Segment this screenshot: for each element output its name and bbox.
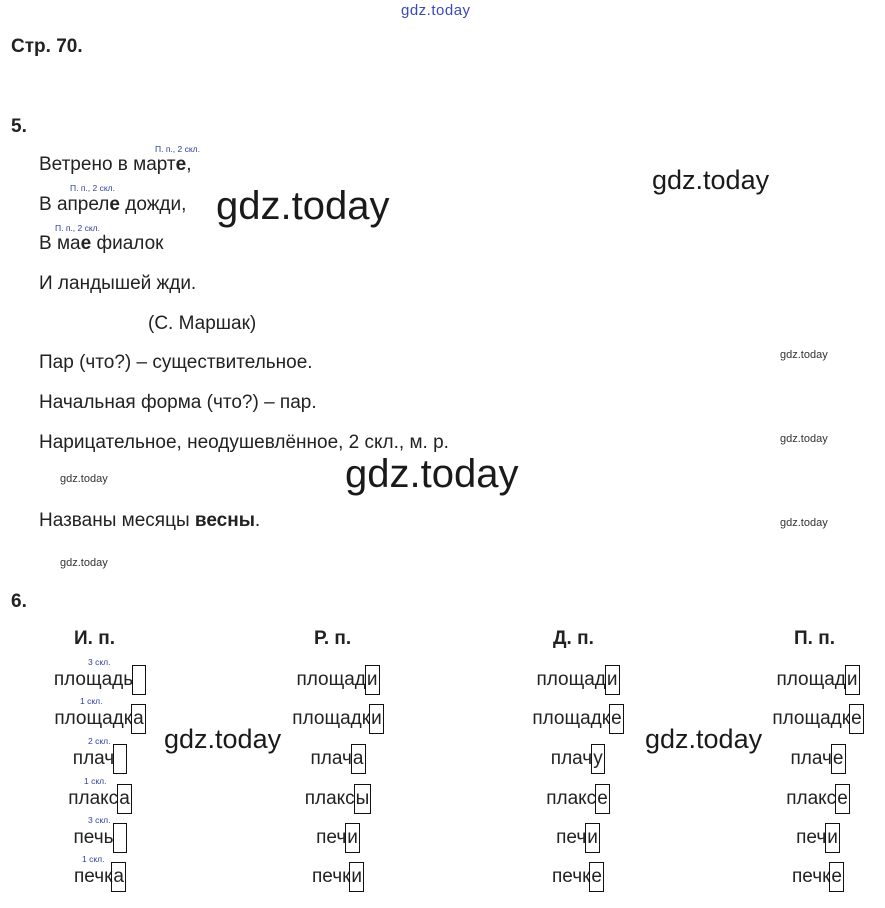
page-title: Стр. 70. — [11, 36, 83, 57]
word-stem: площадк — [772, 708, 851, 729]
declension-note: 3 скл. — [88, 657, 111, 667]
word-form — [73, 822, 126, 854]
word-form — [546, 783, 610, 815]
word-ending-box: у — [591, 744, 605, 774]
word-stem: печ — [316, 827, 347, 848]
word-ending-box: а — [131, 704, 146, 734]
word-form — [556, 822, 600, 854]
poem-line: В апреле дожди, — [39, 194, 187, 215]
word-form — [551, 743, 605, 775]
word-stem: печк — [791, 866, 831, 887]
poem-line: Ветрено в марте, — [39, 154, 192, 175]
analysis-line: Пар (что?) – существительное. — [39, 352, 313, 373]
word-stem: плакс — [786, 788, 837, 809]
word-stem: печк — [73, 866, 113, 887]
word-form — [54, 703, 145, 735]
word-form — [796, 822, 840, 854]
word-stem: площад — [536, 669, 606, 690]
column-header: П. п. — [794, 628, 835, 649]
word-stem: печ — [796, 827, 827, 848]
word-form — [73, 743, 127, 775]
exercise-number: 6. — [11, 591, 27, 612]
word-stem: площадь — [53, 669, 134, 690]
watermark-large: gdz.today — [345, 452, 519, 496]
declension-note: 1 скл. — [82, 854, 105, 864]
exercise-number: 5. — [11, 116, 27, 137]
word-ending-box — [113, 823, 127, 853]
word-form — [786, 783, 850, 815]
word-ending-box: и — [345, 823, 360, 853]
poem-author: (С. Маршак) — [148, 313, 257, 334]
word-form — [790, 743, 845, 775]
word-form — [312, 861, 364, 893]
word-ending-box: е — [589, 862, 604, 892]
word-ending-box: и — [585, 823, 600, 853]
word-stem: площадк — [292, 708, 371, 729]
word-form — [74, 861, 126, 893]
watermark-top: gdz.today — [401, 2, 471, 19]
watermark-small: gdz.today — [60, 473, 108, 485]
case-note: П. п., 2 скл. — [70, 183, 115, 193]
word-stem: плач — [72, 748, 115, 769]
word-stem: плакс — [304, 788, 355, 809]
word-ending-box: е — [595, 784, 610, 814]
word-ending-box: ы — [354, 784, 372, 814]
word-ending-box: а — [117, 784, 132, 814]
word-stem: печь — [73, 827, 114, 848]
word-form — [316, 822, 360, 854]
word-ending-box — [113, 744, 127, 774]
word-form — [536, 664, 619, 696]
word-stem: плакс — [546, 788, 597, 809]
conclusion: Названы месяцы весны. — [39, 510, 261, 531]
word-form — [772, 703, 863, 735]
analysis-line: Начальная форма (что?) – пар. — [39, 392, 317, 413]
word-ending-box: е — [831, 744, 846, 774]
watermark-medium: gdz.today — [652, 165, 770, 195]
analysis-line: Нарицательное, неодушевлённое, 2 скл., м. р. — [39, 432, 449, 453]
word-form — [310, 743, 365, 775]
word-ending-box: е — [849, 704, 864, 734]
word-ending-box: и — [365, 665, 380, 695]
column-header: Р. п. — [314, 628, 352, 649]
declension-note: 3 скл. — [88, 815, 111, 825]
word-stem: площад — [776, 669, 846, 690]
word-ending-box: е — [829, 862, 844, 892]
watermark-medium: gdz.today — [645, 724, 763, 754]
word-ending-box: а — [111, 862, 126, 892]
word-stem: плакс — [68, 788, 119, 809]
word-stem: плач — [310, 748, 352, 769]
word-stem: печк — [311, 866, 351, 887]
watermark-small: gdz.today — [780, 349, 828, 361]
word-form — [792, 861, 844, 893]
word-form — [552, 861, 604, 893]
word-form — [532, 703, 623, 735]
word-ending-box: и — [825, 823, 840, 853]
word-ending-box: е — [835, 784, 850, 814]
case-note: П. п., 2 скл. — [55, 223, 100, 233]
case-note: П. п., 2 скл. — [155, 144, 200, 154]
word-stem: площадк — [532, 708, 611, 729]
watermark-medium: gdz.today — [164, 724, 282, 754]
watermark-large: gdz.today — [216, 184, 390, 228]
declension-note: 1 скл. — [80, 696, 103, 706]
poem-line: И ландышей жди. — [39, 273, 197, 294]
word-stem: площадк — [54, 708, 133, 729]
word-ending-box: и — [369, 704, 384, 734]
word-stem: плач — [790, 748, 832, 769]
word-ending-box: и — [845, 665, 860, 695]
watermark-small: gdz.today — [780, 517, 828, 529]
column-header: И. п. — [74, 628, 115, 649]
word-stem: печк — [551, 866, 591, 887]
word-form — [296, 664, 379, 696]
word-form — [292, 703, 383, 735]
word-form — [54, 664, 146, 696]
word-ending-box — [132, 665, 146, 695]
word-form — [68, 783, 132, 815]
word-ending-box: и — [349, 862, 364, 892]
word-ending-box: е — [609, 704, 624, 734]
watermark-small: gdz.today — [780, 433, 828, 445]
word-stem: печ — [556, 827, 587, 848]
word-form — [305, 783, 372, 815]
column-header: Д. п. — [553, 628, 594, 649]
poem-line: В мае фиалок — [39, 233, 164, 254]
watermark-small: gdz.today — [60, 557, 108, 569]
declension-note: 2 скл. — [88, 736, 111, 746]
word-stem: плач — [550, 748, 593, 769]
declension-note: 1 скл. — [84, 776, 107, 786]
word-ending-box: а — [351, 744, 366, 774]
word-ending-box: и — [605, 665, 620, 695]
word-stem: площад — [296, 669, 366, 690]
word-form — [776, 664, 859, 696]
